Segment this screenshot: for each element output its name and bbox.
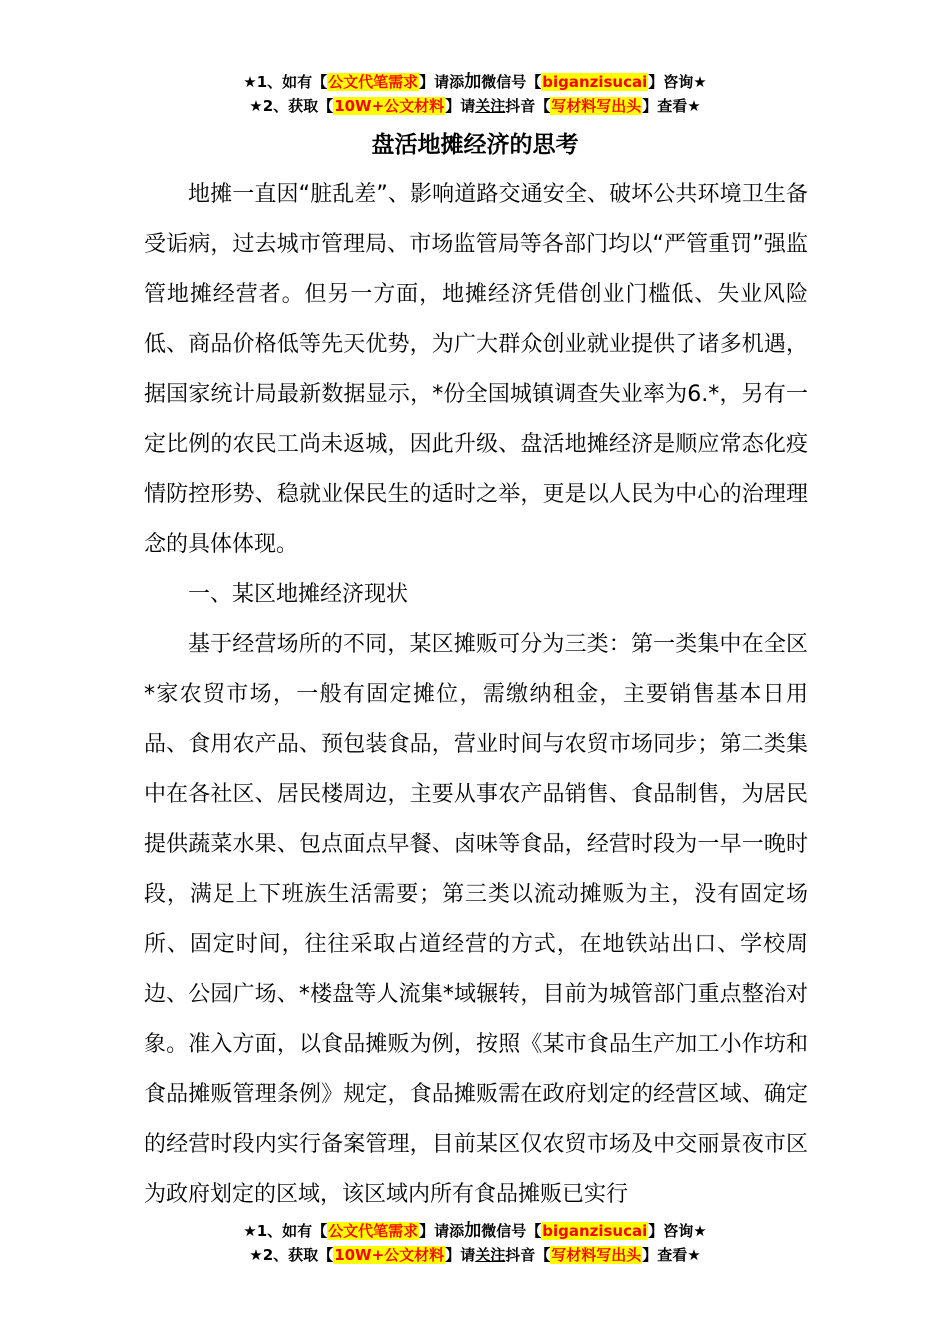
paragraph-current-status: 基于经营场所的不同，某区摊贩可分为三类：第一类集中在全区*家农贸市场，一般有固定摊位，需缴纳租金，主要销售基本日用品、食用农产品、预包装食品，营业时间与农贸市场同步；第二类集中在各社区、居民楼周边，主要从事农产品销售、食品制售，为居民提供蔬菜水果、包点面点早餐、卤味等食品，经营时段为一早一晚时段，满足上下班族生活需要；第三类以流动摊贩为主，没有固定场所、固定时间，往往采取占道经营的方式，在地铁站出口、学校周边、公园广场、*楼盘等人流集*域辗转，目前为城管部门重点整治对象。准入方面，以食品摊贩为例，按照《某市食品生产加工小作坊和食品摊贩管理条例》规定，食品摊贩需在政府划定的经营区域、确定的经营时段内实行备案管理，目前某区仅农贸市场及中交丽景夜市区为政府划定的区域，该区域内所有食品摊贩已实行 (144, 632, 808, 1207)
top-promo-1-prefix: ★1、如有【 (243, 73, 328, 91)
bottom-promo-1-mid: 】请添 (419, 1222, 465, 1240)
bottom-promo-line-2 (0, 1243, 950, 1267)
top-promo-line-2 (0, 94, 950, 118)
top-promo-2-prefix: ★2、获取【 (249, 97, 334, 115)
top-promo-1-suffix: 】咨询★ (648, 73, 707, 91)
top-promo-2-highlight-materials: 10W+公文材料 (334, 97, 445, 115)
top-promo-banner (0, 70, 950, 118)
bottom-promo-1-prefix: ★1、如有【 (243, 1222, 328, 1240)
top-promo-2-mid2: 抖音【 (505, 97, 551, 115)
bottom-promo-line-1 (0, 1219, 950, 1243)
top-promo-2-underlined: 关注 (475, 97, 506, 115)
bottom-promo-2-mid: 】请 (445, 1246, 476, 1264)
top-promo-1-emphasis: 加 (464, 72, 482, 92)
bottom-promo-1-suffix: 】咨询★ (648, 1222, 707, 1240)
bottom-promo-banner (0, 1219, 950, 1267)
bottom-promo-2-suffix: 】查看★ (642, 1246, 701, 1264)
top-promo-line-1 (0, 70, 950, 94)
bottom-promo-2-mid2: 抖音【 (505, 1246, 551, 1264)
top-promo-2-suffix: 】查看★ (642, 97, 701, 115)
bottom-promo-1-highlight-wechat: biganzisucai (542, 1222, 648, 1240)
top-promo-2-mid: 】请 (445, 97, 476, 115)
paragraph-intro: 地摊一直因“脏乱差”、影响道路交通安全、破坏公共环境卫生备受诟病，过去城市管理局、市场监管局等各部门均以“严管重罚”强监管地摊经营者。但另一方面，地摊经济凭借创业门槛低、失业风险低、商品价格低等先天优势，为广大群众创业就业提供了诸多机遇，据国家统计局最新数据显示，*份全国城镇调查失业率为6.*，另有一定比例的农民工尚未返城，因此升级、盘活地摊经济是顺应常态化疫情防控形势、稳就业保民生的适时之举，更是以人民为中心的治理理念的具体体现。 (144, 182, 808, 557)
top-promo-1-mid: 】请添 (419, 73, 465, 91)
top-promo-1-mid2: 微信号【 (481, 73, 542, 91)
bottom-promo-1-mid2: 微信号【 (481, 1222, 542, 1240)
bottom-promo-1-highlight-service: 公文代笔需求 (328, 1222, 419, 1240)
top-promo-1-highlight-wechat: biganzisucai (542, 73, 648, 91)
document-body (144, 170, 808, 1220)
bottom-promo-2-highlight-materials: 10W+公文材料 (334, 1246, 445, 1264)
bottom-promo-2-prefix: ★2、获取【 (249, 1246, 334, 1264)
bottom-promo-2-highlight-douyin: 写材料写出头 (551, 1246, 642, 1264)
document-title: 盘活地摊经济的思考 (371, 132, 579, 158)
top-promo-1-highlight-service: 公文代笔需求 (328, 73, 419, 91)
top-promo-2-highlight-douyin: 写材料写出头 (551, 97, 642, 115)
section-heading-1: 一、某区地摊经济现状 (188, 582, 409, 607)
bottom-promo-1-emphasis: 加 (464, 1221, 482, 1241)
bottom-promo-2-underlined: 关注 (475, 1246, 506, 1264)
